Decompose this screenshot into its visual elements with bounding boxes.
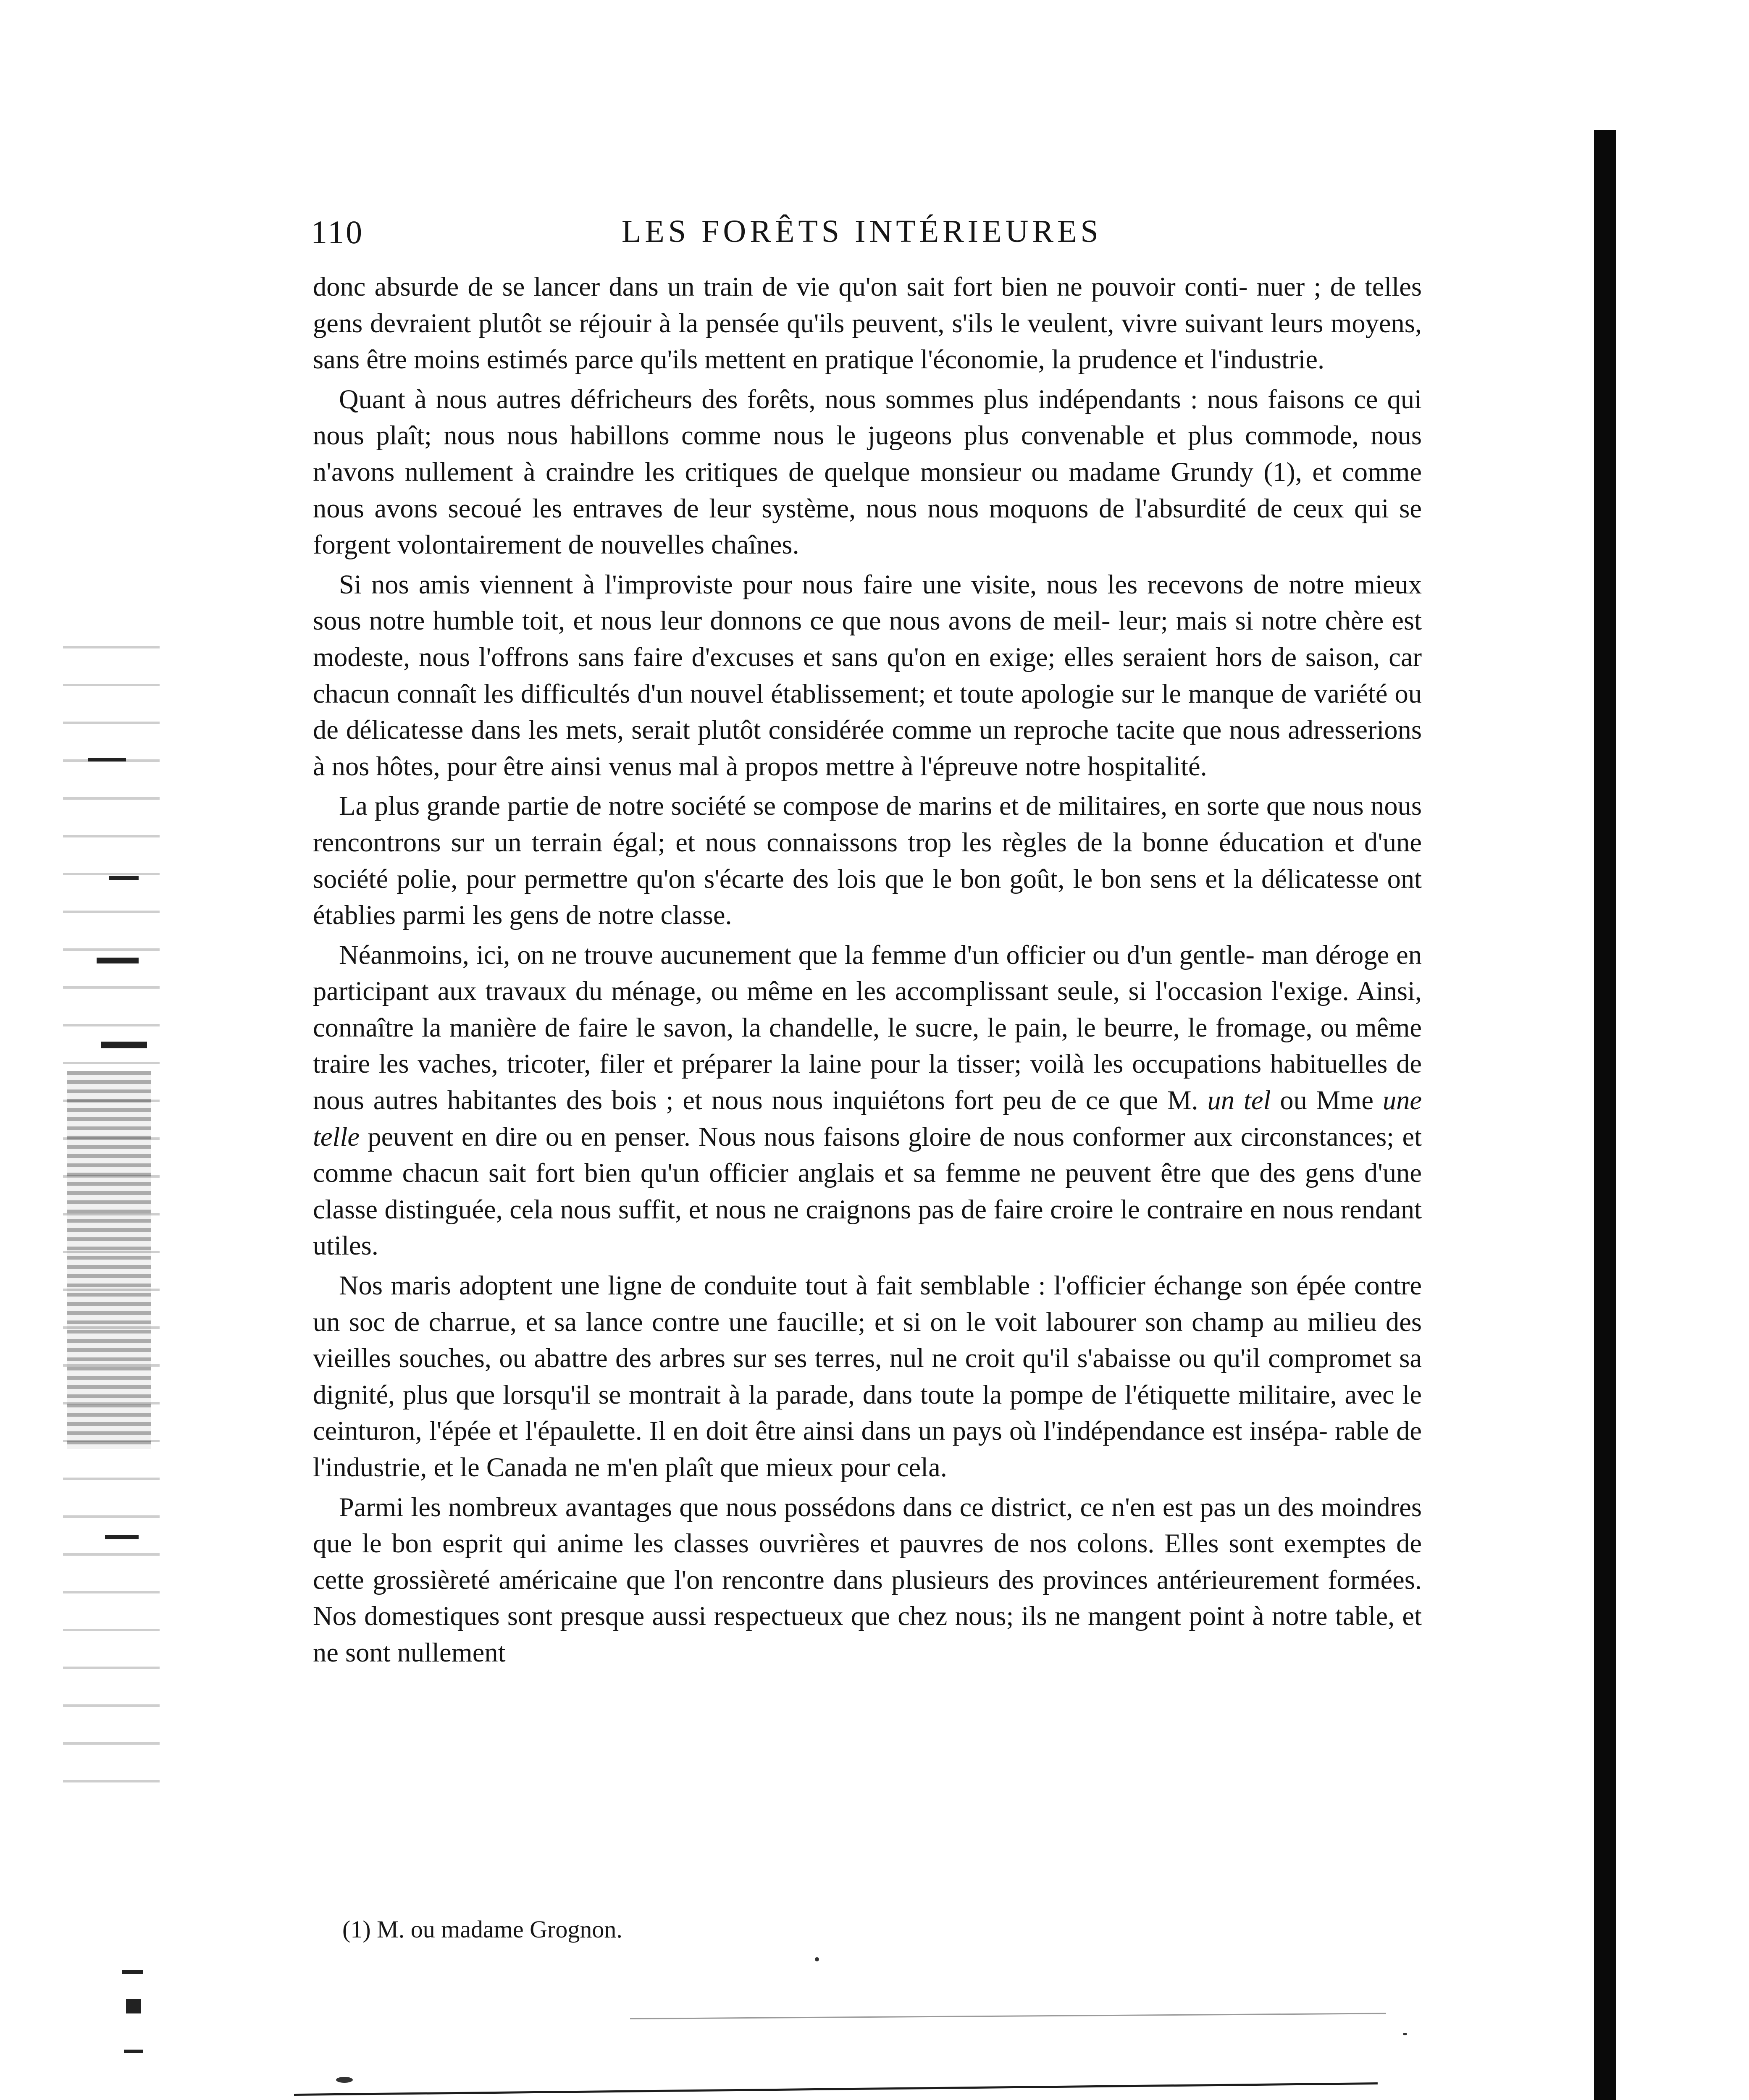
page-number: 110 — [311, 214, 364, 250]
page-edge-shadow — [1594, 130, 1616, 2100]
binding-mark — [88, 758, 126, 761]
faint-scan-line — [630, 2013, 1386, 2019]
paragraph: La plus grande partie de notre société se compose de marins et de militaires, en sorte que nous nous rencontrons sur un terrain égal; et nous connaissons trop les règles de la bonne éducation et d'une société polie, pour permettre qu'on s'écarte des lois que le bon goût, le bon sens et la délicatesse ont établies parmi les gens de notre classe. — [313, 791, 1422, 930]
paragraph: Quant à nous autres défricheurs des forêts, nous sommes plus indépendants : nous faisons ce qui nous plaît; nous nous habillons comme nous le jugeons plus convenable et plus commode, nous n'avons nullement à craindre les critiques de quelque monsieur ou madame Grundy (1), et comme nous avons secoué les entraves de leur système, nous nous moquons de l'absurdité de ceux qui se forgent volontairement de nouvelles chaînes. — [313, 384, 1422, 560]
binding-mark — [109, 876, 139, 880]
ink-speck — [336, 2077, 353, 2083]
footnote: (1) M. ou madame Grognon. — [342, 1916, 622, 1943]
binding-mark — [124, 2050, 143, 2053]
binding-shadow-dense — [67, 1071, 151, 1449]
paragraph-with-italics — [313, 937, 1422, 1264]
italic-run: une telle — [313, 1085, 1422, 1152]
paragraph: Si nos amis viennent à l'improviste pour nous faire une visite, nous les recevons de notre mieux sous notre humble toit, et nous leur donnons ce que nous avons de meil- leur; mais si notre chère est modeste, nous l'offrons sans faire d'excuses et sans qu'on en exige; elles seraient hors de saison, car chacun connaît les difficultés d'un nouvel établissement; et toute apologie sur le manque de variété ou de délicatesse dans les mets, serait plutôt considérée comme un reproche tacite que nous adresserions à nos hôtes, pour être ainsi venus mal à propos mettre à l'épreuve notre hospitalité. — [313, 569, 1422, 781]
binding-mark — [105, 1535, 139, 1539]
body-text — [313, 269, 1422, 1675]
ink-speck — [1403, 2033, 1407, 2035]
bottom-rule — [294, 2082, 1378, 2096]
text-run: peuvent en dire ou en penser. Nous nous faisons gloire de nous conformer aux circonstances; et comme chacun sait fort bien qu'un officier anglais et sa femme ne peuvent être que des gens d'une classe distinguée, cela nous suffit, et nous ne craignons pas de faire croire le contraire en nous rendant utiles. — [313, 1121, 1422, 1261]
running-head: LES FORÊTS INTÉRIEURES — [622, 214, 1102, 249]
italic-run: un tel — [1207, 1085, 1271, 1116]
ink-speck — [815, 1957, 819, 1961]
binding-mark — [97, 958, 139, 963]
text-run: ou Mme — [1271, 1085, 1383, 1116]
text-run: Néanmoins, ici, on ne trouve aucunement que la femme d'un officier ou d'un gentle- man déroge en participant aux travaux du ménage, ou même en les accomplissant seule, si l'occasion l'exige. Ainsi, connaître la manière de faire le savon, la chandelle, le sucre, le pain, le beurre, le fromage, ou même traire les vaches, tricoter, filer et préparer la laine pour la tisser; voilà les occupations habituelles de nous autres habitantes des bois ; et nous nous inquiétons fort peu de ce que M. — [313, 940, 1422, 1116]
binding-mark — [126, 1999, 141, 2013]
page-header — [311, 213, 1420, 255]
paragraph: Parmi les nombreux avantages que nous possédons dans ce district, ce n'en est pas un des moindres que le bon esprit qui anime les classes ouvrières et pauvres de nos colons. Elles sont exemptes de cette grossièreté américaine que l'on rencontre dans plusieurs des provinces antérieurement formées. Nos domestiques sont presque aussi respectueux que chez nous; ils ne mangent point à notre table, et ne sont nullement — [313, 1492, 1422, 1667]
paragraph: donc absurde de se lancer dans un train de vie qu'on sait fort bien ne pouvoir conti- nuer ; de telles gens devraient plutôt se réjouir à la pensée qu'ils peuvent, s'ils le veulent, vivre suivant leurs moyens, sans être moins estimés parce qu'ils mettent en pratique l'économie, la prudence et l'industrie. — [313, 272, 1422, 375]
paragraph: Nos maris adoptent une ligne de conduite tout à fait semblable : l'officier échange son épée contre un soc de charrue, et sa lance contre une faucille; et si on le voit labourer son champ au milieu des vieilles souches, ou abattre des arbres sur ses terres, nul ne croit qu'il s'abaisse ou qu'il compromet sa dignité, plus que lorsqu'il se montrait à la parade, dans toute la pompe de l'étiquette militaire, avec le ceinturon, l'épée et l'épaulette. Il en doit être ainsi dans un pays où l'indépendance est insépa- rable de l'industrie, et le Canada ne m'en plaît que mieux pour cela. — [313, 1270, 1422, 1482]
binding-mark — [101, 1042, 147, 1048]
binding-mark — [122, 1970, 143, 1974]
